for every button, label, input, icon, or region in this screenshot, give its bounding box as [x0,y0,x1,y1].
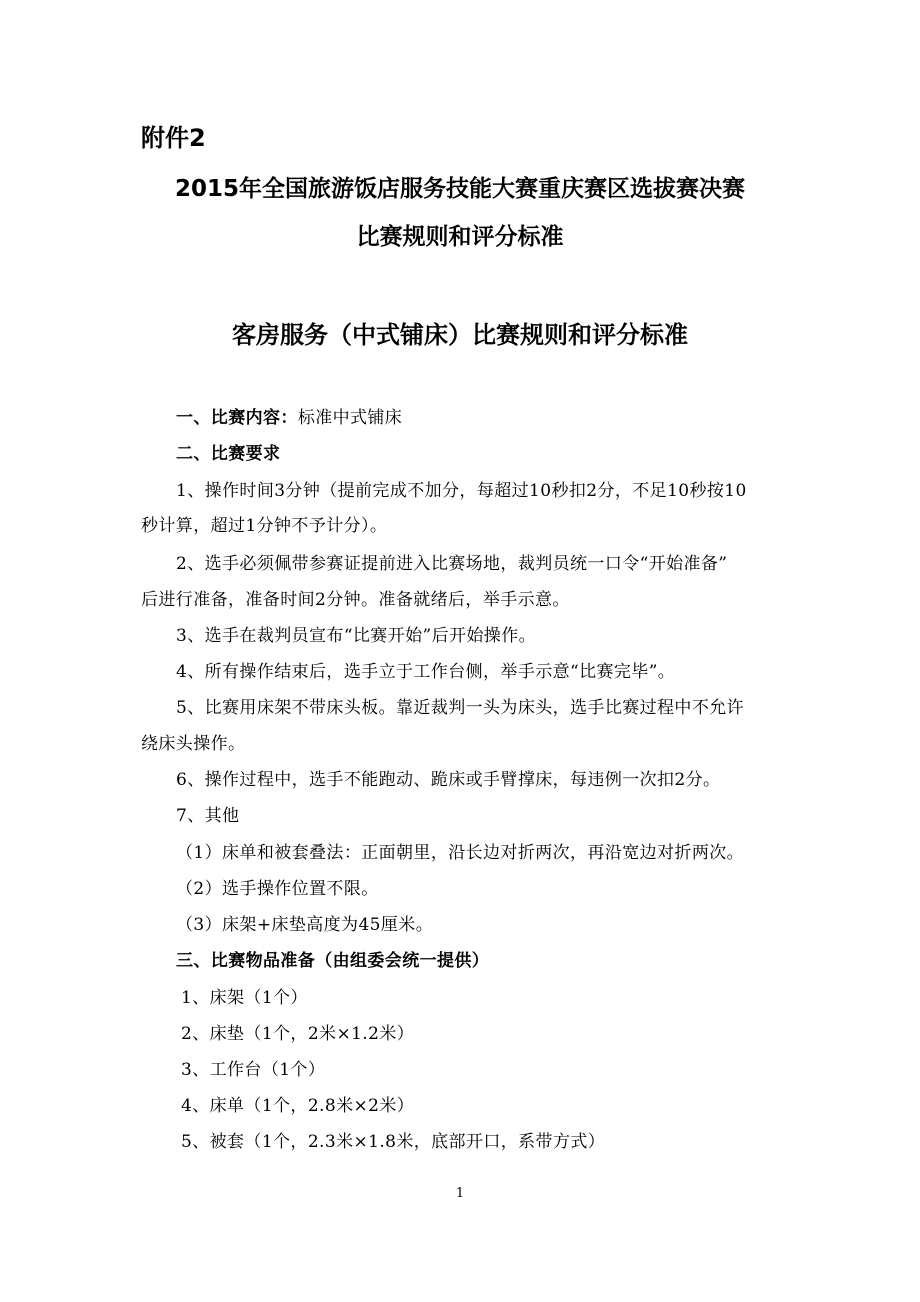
material-item-1: 1、床架（1个） [181,988,308,1008]
document-title-line-2: 比赛规则和评分标准 [356,224,564,250]
section-subtitle: 客房服务（中式铺床）比赛规则和评分标准 [232,321,688,349]
requirement-3: 3、选手在裁判员宣布“比赛开始”后开始操作。 [176,626,536,646]
annex-label: 附件2 [141,124,206,152]
page-number: 1 [455,1186,465,1201]
requirement-7-2: （2）选手操作位置不限。 [176,879,379,899]
requirement-1-line-1: 1、操作时间3分钟（提前完成不加分，每超过10秒扣2分，不足10秒按10 [176,481,747,501]
document-title-line-1: 2015年全国旅游饭店服务技能大赛重庆赛区选拔赛决赛 [174,176,745,202]
material-item-5: 5、被套（1个，2.3米×1.8米，底部开口，系带方式） [181,1132,606,1152]
requirement-7-1: （1）床单和被套叠法：正面朝里，沿长边对折两次，再沿宽边对折两次。 [176,843,745,863]
section-3-heading: 三、比赛物品准备（由组委会统一提供） [176,951,490,971]
requirement-7: 7、其他 [176,806,240,826]
requirement-5-line-1: 5、比赛用床架不带床头板。靠近裁判一头为床头，选手比赛过程中不允许 [176,698,745,718]
requirement-6: 6、操作过程中，选手不能跑动、跪床或手臂撑床，每违例一次扣2分。 [176,770,721,790]
section-1-text: 标准中式铺床 [297,408,403,428]
material-item-3: 3、工作台（1个） [181,1060,326,1080]
material-item-2: 2、床垫（1个，2米×1.2米） [181,1024,415,1044]
section-1-line [176,410,402,427]
requirement-7-3: （3）床架+床垫高度为45厘米。 [176,915,434,935]
section-1-heading: 一、比赛内容： [176,408,298,428]
section-2-heading: 二、比赛要求 [176,444,281,464]
requirement-4: 4、所有操作结束后，选手立于工作台侧，举手示意“比赛完毕”。 [176,662,676,682]
requirement-2-line-2: 后进行准备，准备时间2分钟。准备就绪后，举手示意。 [141,590,570,610]
requirement-5-line-2: 绕床头操作。 [141,734,246,754]
requirement-2-line-1: 2、选手必须佩带参赛证提前进入比赛场地，裁判员统一口令“开始准备” [176,554,728,574]
requirement-1-line-2: 秒计算，超过1分钟不予计分）。 [141,516,388,536]
material-item-4: 4、床单（1个，2.8米×2米） [181,1096,415,1116]
